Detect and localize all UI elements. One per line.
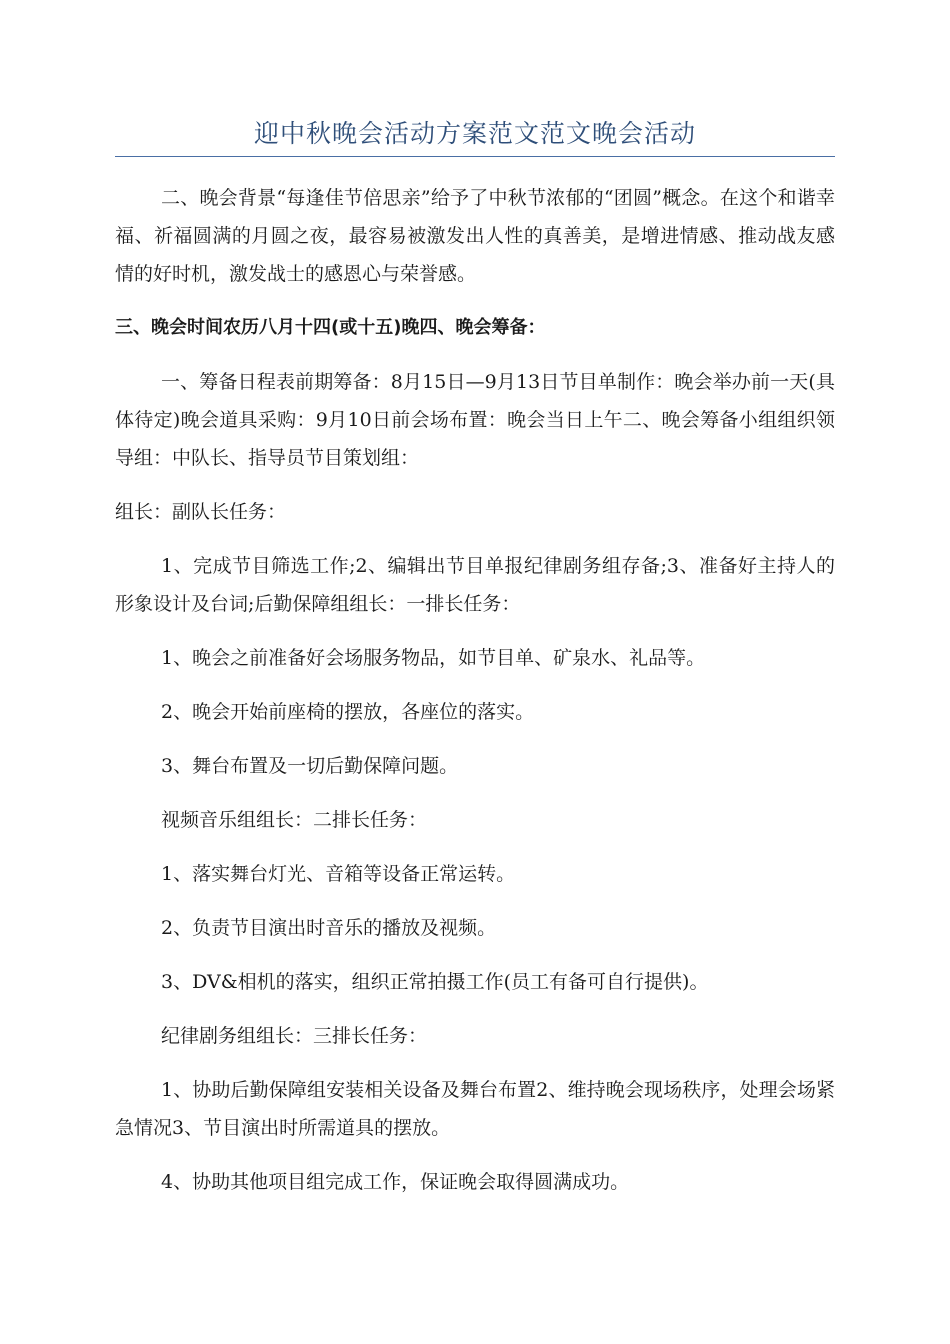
list-item: 2、晚会开始前座椅的摆放，各座位的落实。 bbox=[161, 701, 535, 723]
document-body bbox=[115, 179, 835, 1201]
title-underline bbox=[115, 156, 835, 157]
document-page bbox=[115, 112, 835, 1217]
paragraph-video-music-group: 视频音乐组组长：二排长任务： bbox=[161, 809, 428, 831]
list-item: 1、落实舞台灯光、音箱等设备正常运转。 bbox=[161, 863, 516, 885]
list-item: 1、晚会之前准备好会场服务物品，如节目单、矿泉水、礼品等。 bbox=[161, 647, 706, 669]
list-item: 1、协助后勤保障组安装相关设备及舞台布置2、维持晚会现场秩序，处理会场紧急情况3、节目演出时所需道具的摆放。 bbox=[115, 1079, 835, 1139]
paragraph-program-tasks: 1、完成节目筛选工作;2、编辑出节目单报纪律剧务组存备;3、准备好主持人的形象设计及台词;后勤保障组组长：一排长任务： bbox=[115, 555, 835, 615]
list-item: 3、舞台布置及一切后勤保障问题。 bbox=[161, 755, 459, 777]
paragraph-schedule: 一、筹备日程表前期筹备：8月15日—9月13日节目单制作：晚会举办前一天(具体待定)晚会道具采购：9月10日前会场布置：晚会当日上午二、晚会筹备小组组织领导组：中队长、指导员节目策划组： bbox=[115, 371, 835, 469]
section-heading-time-prep: 三、晚会时间农历八月十四(或十五)晚四、晚会筹备： bbox=[115, 317, 546, 338]
paragraph-leader: 组长：副队长任务： bbox=[115, 501, 287, 523]
paragraph-discipline-group: 纪律剧务组组长：三排长任务： bbox=[161, 1025, 428, 1047]
paragraph-background: 二、晚会背景“每逢佳节倍思亲”给予了中秋节浓郁的“团圆”概念。在这个和谐幸福、祈福圆满的月圆之夜，最容易被激发出人性的真善美，是增进情感、推动战友感情的好时机，激发战士的感恩心与荣誉感。 bbox=[115, 187, 835, 285]
list-item: 3、DV&相机的落实，组织正常拍摄工作(员工有备可自行提供)。 bbox=[161, 971, 709, 993]
document-title: 迎中秋晚会活动方案范文范文晚会活动 bbox=[253, 119, 696, 148]
list-item: 2、负责节目演出时音乐的播放及视频。 bbox=[161, 917, 497, 939]
list-item: 4、协助其他项目组完成工作，保证晚会取得圆满成功。 bbox=[161, 1171, 630, 1193]
